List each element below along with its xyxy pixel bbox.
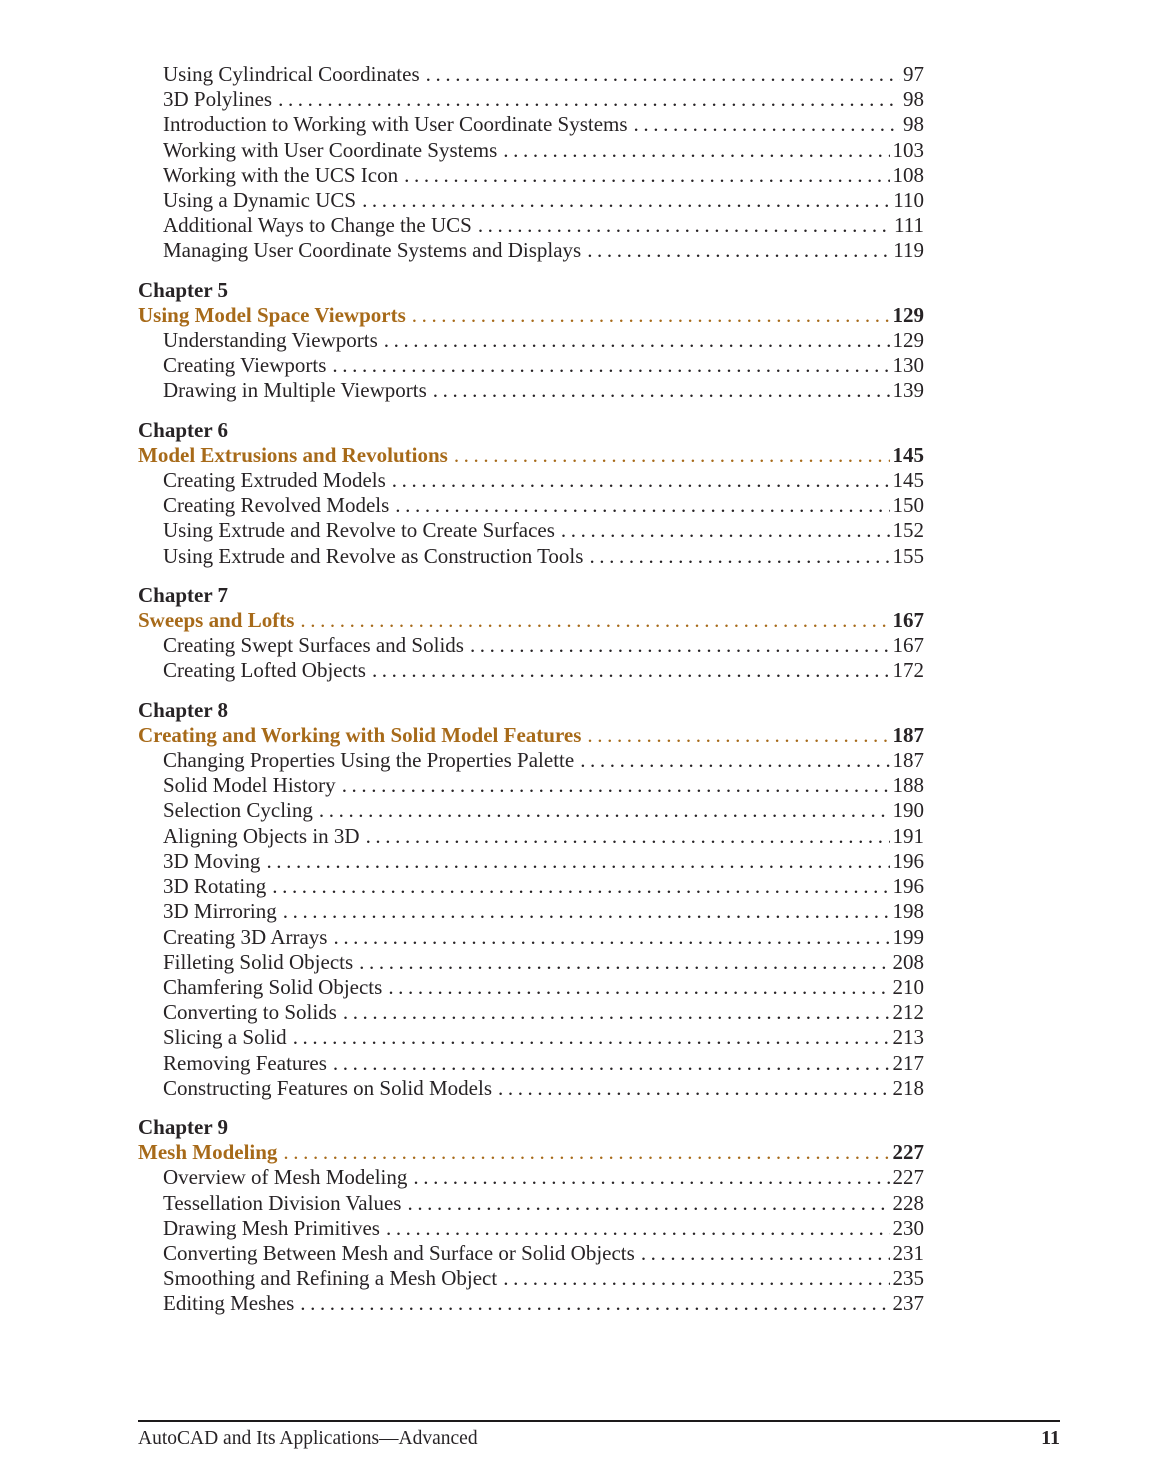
chapter-entry-list	[138, 468, 924, 569]
toc-entry	[138, 1165, 924, 1190]
entry-page-number: 139	[892, 378, 924, 403]
toc-entry	[138, 1216, 924, 1241]
chapter-title: Using Model Space Viewports	[138, 302, 406, 327]
toc-entry	[138, 353, 924, 378]
footer-rule	[138, 1420, 1060, 1422]
toc-entry	[138, 950, 924, 975]
entry-label: Editing Meshes	[163, 1291, 295, 1316]
chapter-entry-list	[138, 633, 924, 683]
entry-label: Drawing in Multiple Viewports	[163, 378, 427, 403]
entry-page-number: 235	[892, 1266, 924, 1291]
toc-entry	[138, 849, 924, 874]
entry-page-number: 212	[892, 1000, 924, 1025]
entry-label: Creating Swept Surfaces and Solids	[163, 633, 464, 658]
chapter-heading: Chapter 7	[138, 582, 229, 607]
toc-entry	[138, 493, 924, 518]
dot-leader	[426, 62, 900, 87]
dot-leader	[266, 849, 889, 874]
dot-leader	[283, 899, 890, 924]
dot-leader	[503, 138, 889, 163]
toc-entry	[138, 62, 924, 87]
entry-label: Overview of Mesh Modeling	[163, 1165, 408, 1190]
toc-entry	[138, 1266, 924, 1291]
dot-leader	[293, 1025, 890, 1050]
chapter-title: Creating and Working with Solid Model Features	[138, 722, 582, 747]
entry-page-number: 199	[892, 924, 924, 949]
chapter-block	[138, 698, 924, 1101]
dot-leader	[470, 633, 890, 658]
dot-leader	[384, 328, 890, 353]
entry-page-number: 111	[894, 213, 924, 238]
entry-label: Working with the UCS Icon	[163, 162, 399, 187]
dot-leader	[641, 1241, 890, 1266]
dot-leader	[392, 468, 890, 493]
entry-label: Tessellation Division Values	[163, 1190, 402, 1215]
entry-page-number: 228	[892, 1190, 924, 1215]
entry-page-number: 188	[892, 773, 924, 798]
dot-leader	[395, 493, 889, 518]
dot-leader	[587, 238, 890, 263]
toc-entry	[138, 1051, 924, 1076]
chapter-heading: Chapter 6	[138, 417, 229, 442]
toc-entry	[138, 1191, 924, 1216]
toc-entry	[138, 138, 924, 163]
dot-leader	[407, 1191, 889, 1216]
chapter-block	[138, 418, 924, 569]
chapter-block	[138, 1115, 924, 1317]
chapter-title-row	[138, 608, 924, 633]
dot-leader	[503, 1266, 889, 1291]
toc-entry	[138, 748, 924, 773]
dot-leader	[333, 925, 889, 950]
dot-leader	[359, 950, 889, 975]
toc-entry	[138, 1025, 924, 1050]
dot-leader	[634, 112, 900, 137]
dot-leader	[561, 518, 890, 543]
entry-label: Creating 3D Arrays	[163, 924, 328, 949]
chapter-page-number: 129	[892, 302, 924, 327]
chapter-title-row	[138, 303, 924, 328]
entry-label: Using Cylindrical Coordinates	[163, 62, 420, 86]
entry-label: 3D Moving	[163, 848, 261, 873]
dot-leader	[300, 608, 889, 633]
chapter-title-row	[138, 723, 924, 748]
toc-entry	[138, 899, 924, 924]
entry-label: Constructing Features on Solid Models	[163, 1075, 492, 1100]
entry-label: Slicing a Solid	[163, 1025, 287, 1050]
entry-page-number: 196	[892, 848, 924, 873]
entry-page-number: 230	[892, 1215, 924, 1240]
toc-entry	[138, 658, 924, 683]
toc-entry	[138, 874, 924, 899]
chapter-title: Mesh Modeling	[138, 1140, 278, 1165]
dot-leader	[366, 824, 890, 849]
entry-label: Aligning Objects in 3D	[163, 823, 360, 848]
toc-entry	[138, 188, 924, 213]
dot-leader	[412, 303, 890, 328]
dot-leader	[388, 975, 889, 1000]
toc-entry	[138, 112, 924, 137]
entry-page-number: 152	[892, 518, 924, 543]
entry-page-number: 210	[892, 974, 924, 999]
toc-entry	[138, 633, 924, 658]
entry-page-number: 217	[892, 1050, 924, 1075]
entry-page-number: 187	[892, 748, 924, 773]
entry-page-number: 218	[892, 1075, 924, 1100]
page-footer	[138, 1420, 1060, 1450]
entry-label: Smoothing and Refining a Mesh Object	[163, 1266, 498, 1291]
entry-page-number: 167	[892, 633, 924, 658]
entry-page-number: 191	[892, 823, 924, 848]
entry-label: Creating Extruded Models	[163, 468, 386, 493]
entry-page-number: 103	[892, 137, 924, 162]
dot-leader	[319, 798, 890, 823]
entry-label: Understanding Viewports	[163, 328, 378, 353]
toc-entry	[138, 1241, 924, 1266]
entry-label: Using Extrude and Revolve as Construction Tools	[163, 543, 584, 568]
dot-leader	[332, 353, 889, 378]
entry-label: Creating Lofted Objects	[163, 658, 366, 683]
chapter-title: Sweeps and Lofts	[138, 608, 295, 633]
chapter-title: Model Extrusions and Revolutions	[138, 442, 448, 467]
entry-page-number: 172	[892, 658, 924, 683]
entry-label: 3D Mirroring	[163, 899, 277, 924]
dot-leader	[413, 1165, 889, 1190]
chapter-title-row	[138, 443, 924, 468]
entry-page-number: 155	[892, 543, 924, 568]
entry-label: Additional Ways to Change the UCS	[163, 213, 472, 238]
entry-page-number: 145	[892, 468, 924, 493]
entry-page-number: 190	[892, 798, 924, 823]
entry-page-number: 119	[893, 238, 924, 263]
chapter-page-number: 167	[892, 608, 924, 633]
toc-entry	[138, 328, 924, 353]
entry-page-number: 98	[903, 112, 924, 137]
entry-label: Creating Revolved Models	[163, 493, 390, 518]
toc-entry	[138, 975, 924, 1000]
dot-leader	[404, 163, 889, 188]
entry-label: Drawing Mesh Primitives	[163, 1215, 380, 1240]
dot-leader	[587, 723, 889, 748]
chapter-page-number: 227	[892, 1140, 924, 1165]
dot-leader	[478, 213, 891, 238]
entry-label: 3D Polylines	[163, 87, 273, 112]
toc-entry	[138, 518, 924, 543]
toc-entry	[138, 163, 924, 188]
toc-entry	[138, 468, 924, 493]
entry-label: Introduction to Working with User Coordinate Systems	[163, 112, 628, 137]
toc-entry	[138, 213, 924, 238]
dot-leader	[589, 544, 889, 569]
chapter-page-number: 187	[892, 722, 924, 747]
dot-leader	[278, 87, 900, 112]
dot-leader	[433, 378, 890, 403]
entry-label: Changing Properties Using the Properties Palette	[163, 748, 575, 773]
entry-page-number: 196	[892, 874, 924, 899]
chapter-entry-list	[138, 328, 924, 404]
entry-label: Using a Dynamic UCS	[163, 188, 357, 213]
entry-label: Selection Cycling	[163, 798, 313, 823]
toc-entry	[138, 1076, 924, 1101]
table-of-contents	[138, 62, 924, 1317]
chapter-block	[138, 278, 924, 404]
toc-entry	[138, 773, 924, 798]
dot-leader	[283, 1140, 889, 1165]
entry-page-number: 98	[903, 87, 924, 112]
entry-label: Converting to Solids	[163, 1000, 337, 1025]
entry-page-number: 208	[892, 949, 924, 974]
toc-entry	[138, 824, 924, 849]
toc-entry	[138, 378, 924, 403]
dot-leader	[362, 188, 890, 213]
dot-leader	[372, 658, 890, 683]
entry-page-number: 237	[892, 1291, 924, 1316]
toc-entry	[138, 544, 924, 569]
toc-entry	[138, 1291, 924, 1316]
entry-label: Chamfering Solid Objects	[163, 974, 383, 999]
dot-leader	[343, 1000, 890, 1025]
entry-page-number: 231	[892, 1240, 924, 1265]
toc-entry	[138, 238, 924, 263]
chapter-entry-list	[138, 748, 924, 1101]
entry-label: Removing Features	[163, 1050, 327, 1075]
entry-page-number: 150	[892, 493, 924, 518]
dot-leader	[333, 1051, 890, 1076]
entry-label: Managing User Coordinate Systems and Displays	[163, 238, 582, 263]
dot-leader	[454, 443, 890, 468]
dot-leader	[272, 874, 889, 899]
toc-entry	[138, 87, 924, 112]
entry-label: 3D Rotating	[163, 874, 267, 899]
entry-label: Solid Model History	[163, 773, 336, 798]
chapter-page-number: 145	[892, 442, 924, 467]
entry-page-number: 110	[893, 188, 924, 213]
entry-page-number: 130	[892, 353, 924, 378]
entry-page-number: 108	[892, 162, 924, 187]
entry-page-number: 198	[892, 899, 924, 924]
entry-page-number: 227	[892, 1165, 924, 1190]
footer-book-title: AutoCAD and Its Applications—Advanced	[138, 1428, 478, 1449]
chapter-heading: Chapter 5	[138, 277, 229, 302]
entry-label: Creating Viewports	[163, 353, 327, 378]
chapter-block	[138, 583, 924, 684]
entry-label: Converting Between Mesh and Surface or Solid Objects	[163, 1240, 635, 1265]
chapter-heading: Chapter 9	[138, 1114, 229, 1139]
entry-page-number: 213	[892, 1025, 924, 1050]
toc-entry	[138, 798, 924, 823]
entry-label: Working with User Coordinate Systems	[163, 137, 498, 162]
dot-leader	[580, 748, 889, 773]
footer-page-number: 11	[1041, 1427, 1060, 1449]
entry-page-number: 97	[903, 62, 924, 86]
toc-entry	[138, 925, 924, 950]
entry-label: Using Extrude and Revolve to Create Surfaces	[163, 518, 555, 543]
toc-entry	[138, 1000, 924, 1025]
chapter-title-row	[138, 1140, 924, 1165]
chapter-entry-list	[138, 1165, 924, 1316]
entry-page-number: 129	[892, 328, 924, 353]
chapter-heading: Chapter 8	[138, 697, 229, 722]
dot-leader	[386, 1216, 890, 1241]
entry-label: Filleting Solid Objects	[163, 949, 354, 974]
dot-leader	[300, 1291, 889, 1316]
dot-leader	[342, 773, 890, 798]
dot-leader	[498, 1076, 890, 1101]
